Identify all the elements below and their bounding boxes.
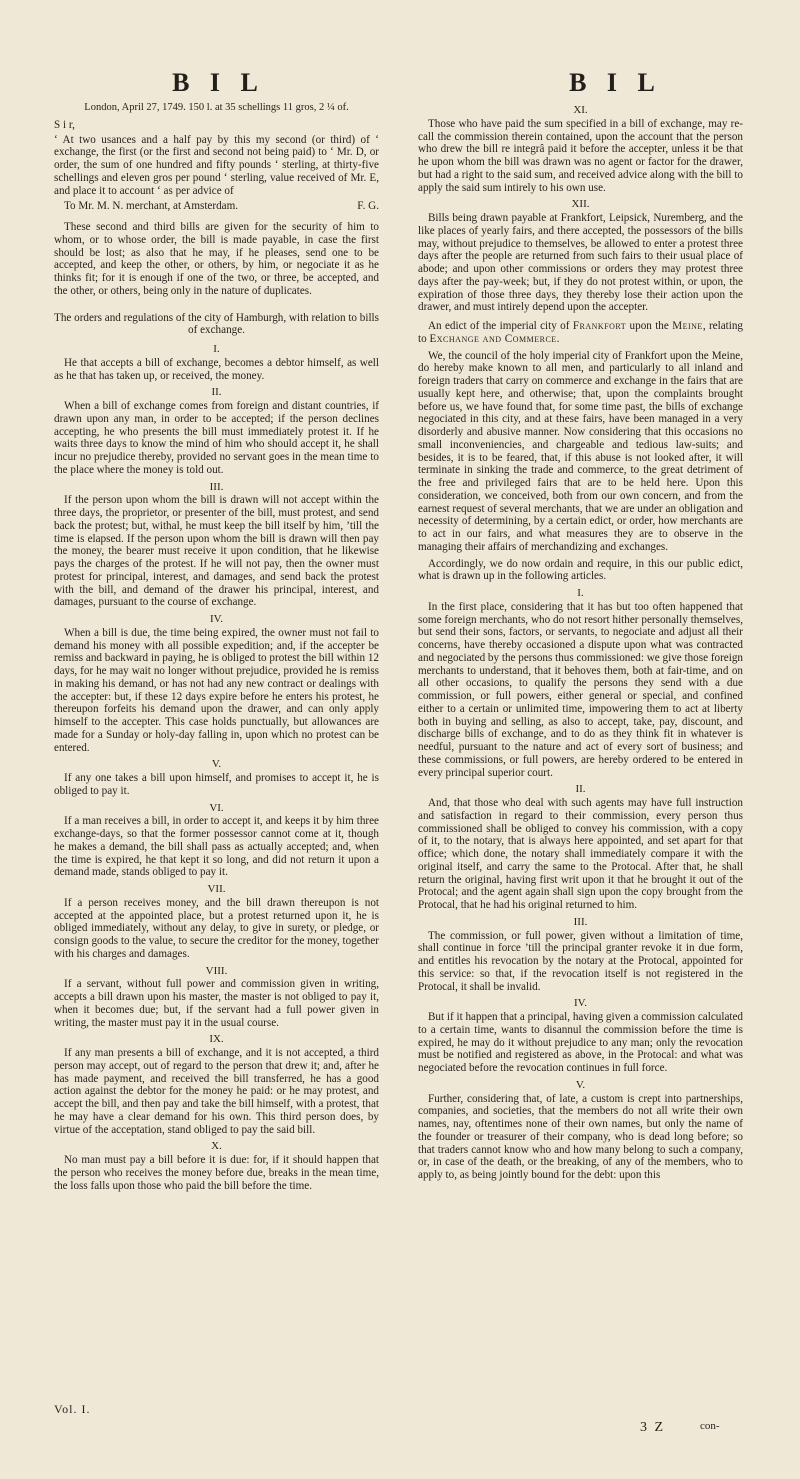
- frankfort-article-text: The commission, or full power, given without a limitation of time, shall continue in force ’till the principal granter revoke it in due form, and entitles his revocation by the notary at the Protocal, appointed for this service: so that, if the revocation itself is not registered in the Protocal, it shall be invalid.: [418, 929, 743, 993]
- hamburgh-heading: The orders and regulations of the city of Hamburgh, with relation to bills of exchange.: [54, 311, 379, 337]
- hamburgh-article-number: I.: [213, 343, 220, 355]
- hamburgh-article-text: If a servant, without full power and commission given in writing, accepts a bill drawn upon his master, the master is not obliged to pay it, when it becomes due; but, if the servant had a full power given in writing, the master must pay it in the usual course.: [54, 978, 379, 1029]
- edict-heading-post: , relating to: [418, 320, 743, 345]
- hamburgh-article-number: XII.: [571, 198, 590, 211]
- edict-intro: We, the council of the holy imperial city of Frankfort upon the Meine, do hereby make known to all men, and particularly to all inland and foreign traders that carry on commerce and exchange in the fairs that are usually kept here, and otherwise; that, upon the complaints brought before us, we have found that, for some time past, the bills of exchange negociated in this city, and at these fairs, have been managed in a very disorderly and abusive manner. Now considering that this occasions no small inconveniencies, and chargeable and tedious law-suits; and besides, it is to be feared, that, if this abuse is not looked after, it will terminate in sinking the trade and commerce, to the great detriment of the free and privileged fairs that are to be held here. Upon this consideration, we conceived, both from our own concern, and from the earnest request of several merchants, that we are under an obligation and necessity of determining, by a certain edict, or order, how merchants are to act in our fairs, and what measures they are to observe in the managing their affairs of merchandizing and exchanges.: [418, 349, 743, 553]
- dateline: London, April 27, 1749. 150 l. at 35 schellings 11 gros, 2 ¼ of.: [84, 102, 349, 113]
- hamburgh-article-text: If a person receives money, and the bill drawn thereupon is not accepted at the appointed place, but a protest returned upon it, he is obliged immediately, without any delay, to give in surety, or pledge, or consign goods to the value, to secure the creditor for the money, together with his charges and damages.: [54, 896, 379, 960]
- catchword: con-: [700, 1420, 720, 1432]
- volume-footer: Vol. I.: [54, 1402, 91, 1416]
- frankfort-article-number: V.: [575, 1078, 586, 1091]
- bill-of-exchange-text: ‘ At two usances and a half pay by this my second (or third) of ‘ exchange, the first (or the first and second not being paid) to ‘ Mr. D, or order, the sum of one hundred and fifty pounds ‘ sterling, at thirty-five schellings and eleven gros per pound ‘ sterling, value received of Mr. E, and place it to account ‘ as per advice of: [54, 133, 379, 197]
- intro-paragraph: These second and third bills are given for the security of him to whom, or to whose order, the bill is made payable, in case the first should be lost; as also that he may, if he pleases, send one to be accepted, and keep the other, or others, by him, or negociate it as he thinks fit; for it is enough if one of the two, or three, be accepted, and the other, or others, being only in the nature of duplicates.: [54, 221, 379, 297]
- hamburgh-article-number: X.: [211, 1140, 222, 1153]
- hamburgh-article-text: If any one takes a bill upon himself, and promises to accept it, he is obliged to pay it.: [54, 772, 379, 797]
- frankfort-article-text: But if it happen that a principal, having given a commission calculated to a certain time, wants to disannul the commission before the time is expired, he may do it without prejudice to any man; only the revocation must be notified and registered as above, in the Protocal: and what was negociated before the revocation continues in full force.: [418, 1011, 743, 1074]
- hamburgh-article-number: III.: [209, 480, 224, 493]
- edict-heading-mid: upon the: [629, 320, 669, 332]
- edict-river: Meine: [672, 320, 703, 332]
- hamburgh-article-text: When a bill of exchange comes from foreign and distant countries, if drawn upon any man, in order to be accepted; if the person declines accepting, he who presents the bill must immediately protest it. If he waits three days to know the mind of him who should accept it, he shall incur no prejudice thereby, provided no servant goes in the mean time to the place where the money is told out.: [54, 400, 379, 476]
- frankfort-article-number: IV.: [574, 997, 587, 1010]
- edict-city: Frankfort: [572, 320, 627, 332]
- left-column: [54, 102, 379, 1422]
- hamburgh-article-number: IX.: [209, 1033, 224, 1046]
- frankfort-article-text: Further, considering that, of late, a custom is crept into partnerships, companies, and societies, that the members do not all write their own names, nay, oftentimes none of their own names, but only the name of the founder or treasurer of their company, who is dead long before; so that traders cannot know who and how many belong to such a company, or, in case of the death, or the breaking, of any of the members, who to apply to, as being jointly bound for the debt: upon this: [418, 1092, 743, 1181]
- hamburgh-articles: [54, 343, 379, 1192]
- hamburgh-article-number: II.: [211, 386, 222, 399]
- hamburgh-article-text: Those who have paid the sum specified in a bill of exchange, may re-call the commission therein contained, upon the account that the person who drew the bill re integrâ paid it before the accepter, unless it be that he upon whom the bill was drawn was no agent or factor for the drawer, but had a right to the said sum, and received advice along with the bill to apply the said sum intirely to his own use.: [418, 117, 743, 194]
- signature-initials: F. G.: [357, 200, 379, 213]
- addressee: To Mr. M. N. merchant, at Amsterdam.: [64, 200, 239, 213]
- hamburgh-article-number: VI.: [209, 801, 224, 814]
- salutation: S i r,: [54, 118, 75, 131]
- frankfort-article-text: In the first place, considering that it has but too often happened that some foreign merchants, who do not resort hither personally themselves, but send their sons, factors, or servants, to negociate and adjust all their concerns, have thereby occasioned a dispute upon what was contracted and negociated by the persons thus commissioned: we give those foreign merchants to understand, that it behoves them, both at fair-time, and on all other occasions, to qualify the persons they send with a due commission, or full powers, either general or special, and confined either to a certain or unlimited time, impowering them to act at liberty both in buying and selling, as also to accept, take, pay, discount, and discharge bills of exchange, and to do as they think fit in whatever is needful, pursuant to the nature and act of every sort of business; and these commissions, or full powers, are hereby ordered to be entered in every principal superior court.: [418, 600, 743, 779]
- hamburgh-article-number: VII.: [207, 883, 226, 895]
- hamburgh-article-number: IV.: [210, 613, 223, 625]
- running-head-left: B I L: [172, 68, 265, 97]
- frankfort-article-number: II.: [575, 783, 586, 796]
- edict-ordain: Accordingly, we do now ordain and require, in this our public edict, what is drawn up in the following articles.: [418, 557, 743, 583]
- addressee-line: [54, 200, 379, 213]
- edict-heading-pre: An edict of the imperial city of: [428, 320, 570, 332]
- frankfort-article-number: III.: [573, 915, 588, 928]
- hamburgh-article-text: He that accepts a bill of exchange, becomes a debtor himself, as well as he that has taken up, or received, the money.: [54, 356, 379, 382]
- hamburgh-article-number: VIII.: [205, 964, 228, 977]
- hamburgh-article-number: XI.: [573, 104, 588, 116]
- hamburgh-articles-continued: [418, 104, 743, 314]
- frankfort-article-number: I.: [577, 587, 584, 599]
- hamburgh-article-text: No man must pay a bill before it is due: for, if it should happen that the person who receives the money before due, breaks in the mean time, the loss falls upon those who paid the bill before the time.: [54, 1154, 379, 1192]
- frankfort-articles: [418, 587, 743, 1182]
- running-head-right: B I L: [569, 68, 662, 97]
- edict-subject: Exchange and Commerce.: [429, 332, 560, 345]
- right-column: [418, 102, 743, 1422]
- hamburgh-article-text: If a man receives a bill, in order to accept it, and keeps it by him three exchange-days, so that the former possessor cannot come at it, though he makes a demand, the bill shall pass as actually accepted; and, when the time is expired, he that kept it so long, and did not return it upon a demand made, stands obliged to pay it.: [54, 815, 379, 879]
- signature-mark: 3 Z: [640, 1420, 666, 1435]
- hamburgh-article-text: When a bill is due, the time being expired, the owner must not fail to demand his money with all possible expedition; and, if the accepter be remiss and backward in paying, he is obliged to protest the bill within 12 days, for he may wait no longer without prejudice, provided he is remiss in making his demand, or has not had any new contract or dealings with the accepter: but, if these 12 days expire before he enters his protest, he thereupon forfeits his demand upon the drawer, and can only apply himself to the accepter. This case holds punctually, but allowances are made for a Sunday or holy-day falling in, upon which no protest can be entered.: [54, 626, 379, 754]
- hamburgh-article-text: If any man presents a bill of exchange, and it is not accepted, a third person may accept, out of regard to the person that drew it; and, after he has made payment, and received the bill transferred, he has a good action against the debtor for the money he paid: or he may protest, and accept the bill, and then pay and take the bill himself, with a protest, that he may have a clear demand for his own. This third person does, by virtue of the acceptation, stand obliged to pay the said bill.: [54, 1047, 379, 1136]
- hamburgh-article-text: Bills being drawn payable at Frankfort, Leipsick, Nuremberg, and the like places of yearly fairs, and there accepted, the possessors of the bills may, without prejudice to themselves, be allowed to enter a protest three days after the people are returned from such fairs to their usual place of abode; and upon other commissions or orders they may protest three days after the pay-week; but, if they do not protest within, or upon, the expiration of those three days, they thereby lose their action upon the drawer, and must intirely depend upon the accepter.: [418, 212, 743, 314]
- hamburgh-article-number: V.: [211, 758, 222, 771]
- frankfort-article-text: And, that those who deal with such agents may have full instruction and satisfaction in regard to their commission, every person thus commissioned shall be obliged to convey his commission, with a copy of it, to the notary, that is always here appointed, and set apart for that office; which done, the notary shall immediately compare it with the original itself, and carry the same to the Protocal. After that, he shall return the original, having first writ upon it that he brought it out of the Protocal; and the agent again shall sign upon the copy brought from the Protocal, that he had his original returned to him.: [418, 797, 743, 911]
- hamburgh-article-text: If the person upon whom the bill is drawn will not accept within the three days, the proprietor, or presenter of the bill, must protest, and send back the protest; but, withal, he must keep the bill itself by him, ’till the time is elapsed. If the person upon whom the bill is drawn will then pay the money, the bearer must receive it upon condition, that he likewise pays the charges of the protest. If he will not pay, then the owner must protest for principal, interest, and damages, and send back the protest with the bill, and demand of the drawer his principal, interest, and damages, pursuant to the course of exchange.: [54, 494, 379, 609]
- frankfort-edict-heading: [418, 320, 743, 346]
